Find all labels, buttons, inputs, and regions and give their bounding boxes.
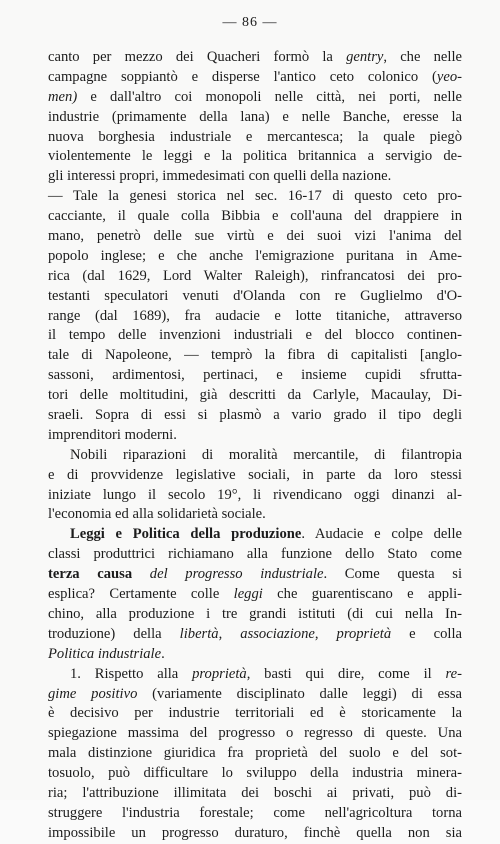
text-line: — Tale la genesi storica nel sec. 16-17 di questo ceto pro- <box>48 188 462 205</box>
text-line: troduzione) della libertà, associazione, proprietà e colla <box>48 625 462 642</box>
text-line: ria; l'attribuzione illimitata dei boschi ai privati, può di- <box>48 784 462 801</box>
text-line: men) e dall'altro coi monopoli nelle città, nei porti, nelle <box>48 88 462 105</box>
text-line: 1. Rispetto alla proprietà, basti qui dire, come il re- <box>70 665 462 682</box>
text-line: e di provvidenze legislative sociali, in parte da loro stessi <box>48 466 462 483</box>
text-line: gli interessi propri, immedesimati con quelli della nazione. <box>48 168 392 185</box>
text-line: canto per mezzo dei Quacheri formò la gentry, che nelle <box>48 49 462 65</box>
text-line: Politica industriale. <box>48 645 165 662</box>
text-line: Nobili riparazioni di moralità mercantile, di filantropia <box>70 446 462 463</box>
text-line: impossibile un progresso duraturo, finchè quella non sia <box>48 824 462 841</box>
text-line: classi produttrici richiamano alla funzione dello Stato come <box>48 546 462 563</box>
text-line: popolo inglese; e che anche l'emigrazione puritana in Ame- <box>48 247 462 264</box>
text-line: mano, penetrò delle sue virtù e dei suoi vizi l'anima del <box>48 228 462 245</box>
text-line: tale di Napoleone, — temprò la fibra di capitalisti [anglo- <box>48 347 462 364</box>
text-line: range (dal 1689), fra audacie e lotte titaniche, attraverso <box>48 307 462 324</box>
text-line: mala distinzione giuridica fra proprietà del suolo e del sot- <box>48 745 462 762</box>
page-number: — 86 — <box>222 15 278 30</box>
text-line: sraeli. Sopra di essi si plasmò a vario grado il tipo degli <box>48 407 462 424</box>
text-line: chino, alla produzione i tre grandi istituti (di cui nella In- <box>48 605 462 622</box>
text-line: gime positivo (variamente disciplinato dalle leggi) di essa <box>48 685 462 702</box>
text-line: è decisivo per industrie territoriali ed è storicamente la <box>48 705 462 722</box>
text-line: spiegazione massima del progresso o regresso di queste. Una <box>48 725 462 742</box>
text-line: violentemente le leggi e la politica britannica a servigio de- <box>48 148 462 165</box>
text-line: tosuolo, può difficultare lo sviluppo della industria minera- <box>48 765 462 782</box>
text-line: campagne soppiantò e disperse l'antico ceto colonico (yeo- <box>48 68 462 85</box>
text-line: l'economia ed alla solidarietà sociale. <box>48 506 266 523</box>
text-line: esplica? Certamente colle leggi che guarentiscano e appli- <box>48 586 463 603</box>
text-line: nuova borghesia industriale e mercantesca; la quale piegò <box>48 128 462 145</box>
text-line: cacciante, il quale colla Bibbia e coll'auna del drappiere in <box>48 208 462 225</box>
text-line: struggere l'industria forestale; come nell'agricoltura torna <box>48 804 462 821</box>
text-line: industrie (primamente della lana) e nelle Banche, eresse la <box>48 108 462 125</box>
text-line: rica (dal 1629, Lord Walter Raleigh), rinfrancatosi dei pro- <box>48 267 462 284</box>
text-line: terza causa del progresso industriale. Come questa si <box>48 566 463 583</box>
body-text <box>48 48 462 844</box>
text-line: tori delle moltitudini, già descritti da Carlyle, Macaulay, Di- <box>48 387 462 404</box>
text-line: sassoni, ardimentosi, pertinaci, e insieme cupidi sfrutta- <box>48 367 462 384</box>
text-line: imprenditori moderni. <box>48 426 177 443</box>
text-line: iniziate lungo il secolo 19°, li rivendicano oggi dinanzi al- <box>48 486 462 503</box>
text-line: testanti speculatori venuti d'Olanda con re Guglielmo d'O- <box>48 287 462 304</box>
text-line: Leggi e Politica della produzione. Audacie e colpe delle <box>70 526 462 543</box>
text-line: il tempo delle invenzioni industriali e del blocco continen- <box>48 327 462 344</box>
